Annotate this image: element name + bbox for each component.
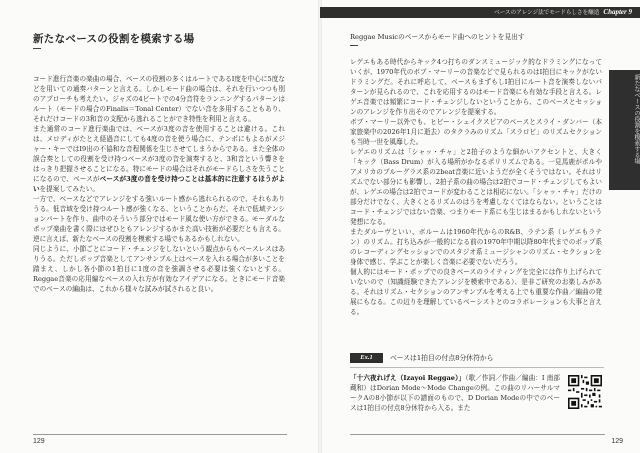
body-paragraph: また通常のコード進行楽曲では、ベースが3度の音を使用することは避ける。これは、メロディがたとえ経過音にしても4度の音を使う場合に、テンポにもよるがメジャー・キーではⅠ9出の不協和な音程関係を生じさせてしまうからである。また全体の誤合奏としての役割を受け持つベースが3度の音を演奏すると、3和音という響きをはっきり把握させることになる。特にモードの場合はそれがモードらしさを失うことになるので、ベースがベースが3度の音を受け持つことは基本的に注意するほうがよいを提案してみたい。 (33, 125, 285, 193)
heading-underline (350, 45, 358, 46)
body-paragraph: レゲエもある時代からキック4つ打ちのダンスミュージック的なドラミングになっていくが、1970年代のボブ・マーリーの音楽などで見られるのはⅠ拍目にキックがないドラミングだ。それに呼応して、ベースもまずもしⅠ拍目にルート音を演奏しないパターンが見られるので、これを応用するのはモード音楽にも有効な手段と言える。レゲエ音楽では頻繁にコード・チェンジしないということから、このベースとセッションのアレンジを作り出そのでアレンジを提案する。 (350, 58, 602, 116)
running-head (494, 8, 632, 16)
footer-rule (350, 434, 605, 435)
body-paragraph: またダルーヴといい、ボルームは1960年代からのR&B、ラテン系（レゲエもラテン）のリズム。打ち込みが一般的になる前の1970年中期以降80年代までのポップ系のレコーディングセッションでのスタジオ系ミュージシャンのリズム・セクションを身体で感じ、学ぶことが楽しく音楽に必要でないだろう。 (350, 228, 602, 266)
song-credit: （歌／作詞／作曲／編曲：I 南部蔵和） (350, 374, 560, 392)
section-heading: Reggae Musicのベースからモード曲へのヒントを見出す (350, 33, 525, 41)
right-page (320, 0, 640, 453)
song-title: 「十六夜れげえ（Izayoi Reggae）」 (350, 374, 466, 382)
example-rule (350, 367, 604, 368)
title-underline (33, 48, 41, 49)
running-head-title: ベースのアレンジ法でモードらしさを醸造 (494, 10, 600, 16)
qr-code-graphic (568, 375, 602, 409)
example-description: はDorian Mode〜Mode Changeの例。この曲のリハーサルマークAの8小節が以下の譜面のもので、D Dorian Modeの中でのベースは1拍目の付点8分休符から入る。また (350, 384, 561, 412)
example-paragraph (350, 373, 560, 413)
left-page-title: 新たなベースの役割を模索する場 (33, 33, 195, 45)
side-tab-label: 新たなベースの役割を模索する場 (633, 74, 639, 164)
left-body-text (33, 74, 285, 294)
example-header (350, 353, 602, 364)
right-body-text (350, 57, 602, 317)
body-paragraph: コード進行音楽の楽曲の場合、ベースの役割の多くはルートであるⅠ度を中心に5度などを用いての通奏バターンと言える。しかしモード曲の場合は、それを行いつつも別のアプローチも考えたい。ジャズの4ビートでの4分音符をランニングするパターンはルート（モードの場合のFinalis＝Tonal Center）でない音を多用することもあり、それだけコードの3和音の支配から逃れることができ特性を利用と言える。 (33, 75, 285, 123)
qr-code-icon[interactable] (568, 375, 602, 409)
bold-emphasis: ベースが3度の音を受け持つことは基本的に注意するほうがよい (33, 175, 285, 193)
example-text (350, 373, 560, 413)
chapter-label: Chapter 9 (603, 8, 632, 16)
body-paragraph: 同じように、小節ごとにコード・チェンジをしないという観点からもベースレスはありうる。ただしポップ音楽としてアンサンブル上はベースを入れる場合が多いことを踏まえ、しかし各小節の1拍目に1度の音を強調させる必要は強くないとする。Reggae音楽の応用編なベースの入れ方が有効なアイデアになる。ときにモード音楽でのベースの編曲は、これから様々な試みが試されると良い。 (33, 245, 285, 293)
body-paragraph: レゲエのリズムは「シャッ・チャ」と2拍子のような細かいアクセントと、大きく「キック（Bass Drum）が入る場所がかなるポリリズムである。一見馬鹿がポルやアメリカのブルーグラス系の2beat音楽に近いようだが全くそうではない。それはリズムでない部分にも影響し、2拍子系の曲の場合は2拍でコード・チェンジしてもよいが、レゲエの場合は2拍でコードが変わることは相応にない。「シャッ・チャ」だけの部分だけでなく、大きくとるリズムのはうを考慮しなくてはならない。ということはコード・チェンジではない音楽、つまりモード系にも生じはまるかもしれないという発想になる。 (350, 148, 602, 226)
page-number-left: 129 (33, 438, 45, 445)
body-paragraph: 個人的にはモード・ポップでの良きベースのライティングを完全には作り上げられていないので（知識経験できたアレンジを模索中である）、是非ご研究のお楽しみがある。それはリズム・セクションのアンサンブルを考える上でも重要な作曲／編曲の発展にもなる。この辺りを理解しているベーシストとのコラボレーションも大事と言える。 (350, 268, 602, 316)
footer-rule (33, 434, 287, 435)
body-paragraph: ボブ・マーリー以外でも、ヒビー・シェイクスピアのベースとスライ・ダンバー（本家旅楽中の2026年1月に逝去）のタクラみのリズム「スラロビ」のリズムセクションも当時一世を風靡した。 (350, 118, 602, 146)
example-badge: Ex.1 (350, 353, 383, 363)
body-paragraph: 一方で、ベースなどでアレンジをする強いルート感から逃れられるので、それもありうる。低音域を受け持つルート感が強くなる、ということからだ。それで低域テンションパートを作り、曲中のそういう部分ではモード風な使い方ができる。モーダルなポップ楽曲を書く際にはぜひともアレンジするかまた高い技術が必要だとも言える。逆に言えば、新たなベースの役割を模索する場でもあるかもしれない。 (33, 195, 285, 243)
page-number-right: 129 (611, 438, 623, 445)
example-caption: ベースは1拍目の付点8分休符から (390, 354, 494, 362)
